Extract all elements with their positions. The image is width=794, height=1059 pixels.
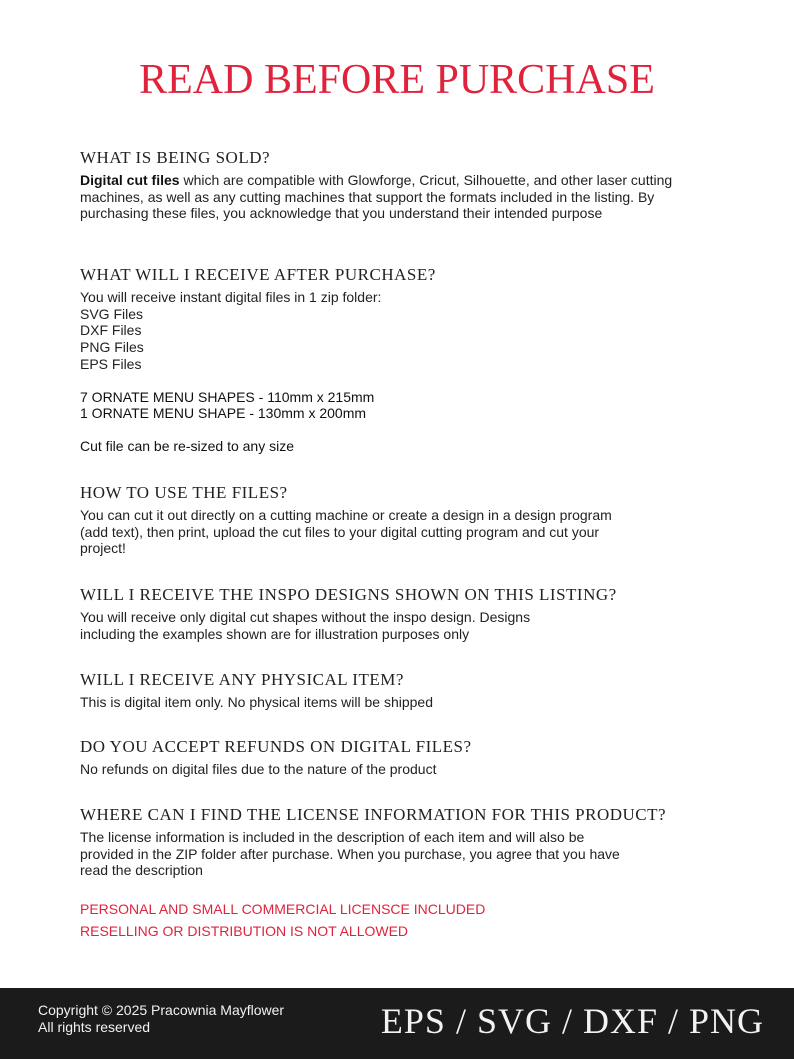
bold-lead: Digital cut files (80, 172, 180, 188)
faq-question: HOW TO USE THE FILES? (80, 483, 288, 502)
faq-answer: You will receive only digital cut shapes without the inspo design. Designs including the examples shown are for illustration purposes only (80, 609, 531, 642)
copyright-text: Copyright © 2025 Pracownia Mayflower (38, 1002, 285, 1018)
license-note-reselling: RESELLING OR DISTRIBUTION IS NOT ALLOWED (80, 923, 409, 939)
file-formats-label: EPS / SVG / DXF / PNG (380, 1001, 764, 1041)
faq-answer: This is digital item only. No physical items will be shipped (80, 694, 433, 710)
faq-answer (80, 172, 680, 222)
footer-copyright-block (38, 1002, 284, 1036)
file-item-dxf: DXF Files (80, 322, 142, 339)
faq-answer: The license information is included in the description of each item and will also be provided in the ZIP folder after purchase. When you purchase, you agree that you have read the description (80, 829, 620, 879)
faq-inspo-designs (80, 585, 680, 642)
faq-answer: You can cut it out directly on a cutting machine or create a design in a design program (add text), then print, upload the cut files to your digital cutting program and cut your project! (80, 507, 612, 557)
license-note-personal: PERSONAL AND SMALL COMMERCIAL LICENSCE INCLUDED (80, 901, 486, 917)
faq-question: WHAT WILL I RECEIVE AFTER PURCHASE? (80, 265, 436, 284)
faq-answer: No refunds on digital files due to the nature of the product (80, 761, 437, 777)
rights-text: All rights reserved (38, 1019, 151, 1035)
faq-question: WHERE CAN I FIND THE LICENSE INFORMATION FOR THIS PRODUCT? (80, 805, 667, 824)
license-notes (80, 898, 680, 942)
faq-how-to-use (80, 483, 680, 557)
resize-note: Cut file can be re-sized to any size (80, 437, 294, 454)
faq-what-is-sold (80, 148, 680, 222)
faq-question: WILL I RECEIVE ANY PHYSICAL ITEM? (80, 670, 404, 689)
faq-physical-item (80, 670, 680, 711)
footer (0, 988, 794, 1059)
file-item-eps: EPS Files (80, 355, 142, 372)
faq-question: DO YOU ACCEPT REFUNDS ON DIGITAL FILES? (80, 737, 472, 756)
size-line-2: 1 ORNATE MENU SHAPE - 130mm x 200mm (80, 405, 367, 422)
files-intro: You will receive instant digital files in 1 zip folder: (80, 289, 382, 305)
answer-text: which are compatible with Glowforge, Cricut, Silhouette, and other laser cutting machines, as well as any cutting machines that support the formats included in the listing. By purchasing these files, you acknowledge that you understand their intended purpose (80, 172, 673, 222)
file-item-svg: SVG Files (80, 305, 144, 322)
faq-question: WHAT IS BEING SOLD? (80, 148, 271, 167)
size-line-1: 7 ORNATE MENU SHAPES - 110mm x 215mm (80, 388, 375, 405)
faq-refunds (80, 737, 680, 778)
file-item-png: PNG Files (80, 339, 144, 356)
faq-question: WILL I RECEIVE THE INSPO DESIGNS SHOWN ON THIS LISTING? (80, 585, 617, 604)
faq-what-will-i-receive (80, 265, 680, 455)
page-title: READ BEFORE PURCHASE (139, 57, 655, 103)
faq-license-info (80, 805, 680, 879)
